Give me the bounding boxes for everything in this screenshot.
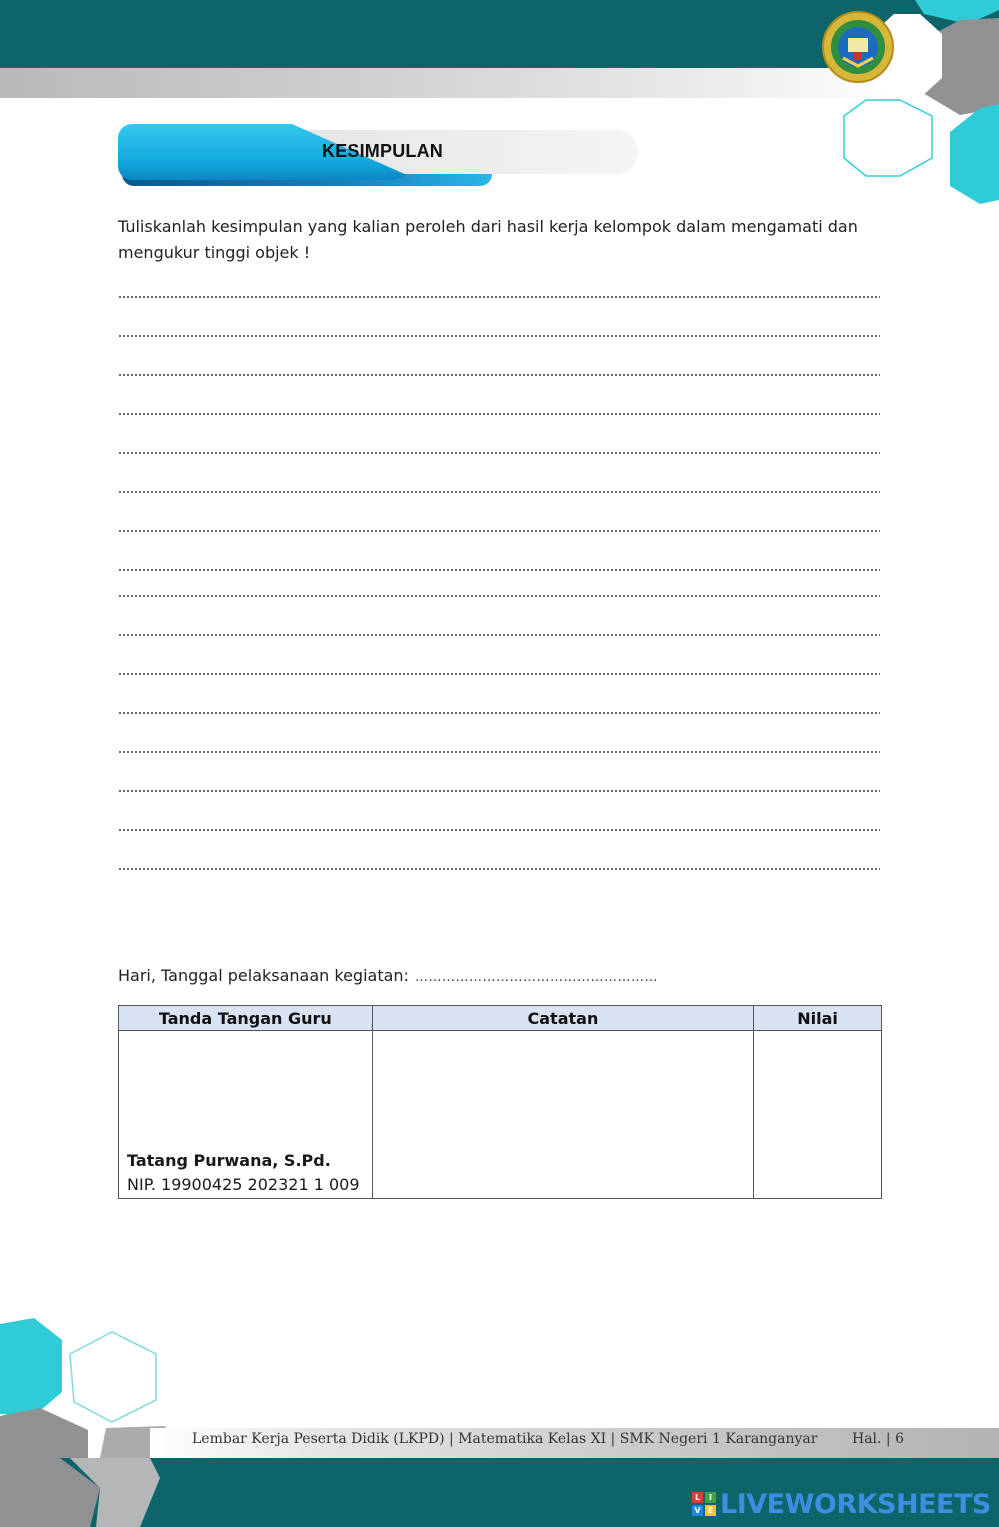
answer-line[interactable] <box>118 296 880 298</box>
answer-line[interactable] <box>118 452 880 454</box>
answer-line[interactable] <box>118 413 880 415</box>
school-emblem-icon <box>821 10 895 84</box>
answer-line[interactable] <box>118 673 880 675</box>
date-field[interactable] <box>118 966 658 985</box>
section-banner <box>118 124 640 188</box>
liveworksheets-badge-icon <box>692 1492 716 1516</box>
answer-line[interactable] <box>118 530 880 532</box>
badge-letter: I <box>705 1492 716 1503</box>
section-title: KESIMPULAN <box>322 141 444 161</box>
answer-line[interactable] <box>118 569 880 571</box>
answer-line[interactable] <box>118 790 880 792</box>
answer-line[interactable] <box>118 595 880 597</box>
answer-line[interactable] <box>118 751 880 753</box>
grade-cell[interactable] <box>754 1031 882 1199</box>
teacher-name: Tatang Purwana, S.Pd. <box>127 1151 331 1170</box>
page-number: Hal. | 6 <box>852 1431 905 1447</box>
assessment-table <box>118 1005 882 1199</box>
badge-letter: E <box>705 1505 716 1516</box>
teacher-nip: NIP. 19900425 202321 1 009 <box>127 1175 360 1194</box>
table-row <box>119 1031 882 1199</box>
header-teacher-signature: Tanda Tangan Guru <box>119 1006 373 1031</box>
answer-line[interactable] <box>118 491 880 493</box>
date-fill-line[interactable]: ……………………………………………… <box>414 970 658 985</box>
answer-line[interactable] <box>118 868 880 870</box>
header-grey-stripe <box>0 68 900 98</box>
badge-letter: V <box>692 1505 703 1516</box>
answer-line[interactable] <box>118 712 880 714</box>
answer-line[interactable] <box>118 374 880 376</box>
header-grade: Nilai <box>754 1006 882 1031</box>
answer-line[interactable] <box>118 829 880 831</box>
liveworksheets-wordmark: LIVEWORKSHEETS <box>720 1488 991 1520</box>
answer-line[interactable] <box>118 335 880 337</box>
date-label: Hari, Tanggal pelaksanaan kegiatan: <box>118 966 409 985</box>
notes-cell[interactable] <box>372 1031 753 1199</box>
header-notes: Catatan <box>372 1006 753 1031</box>
instruction-text: Tuliskanlah kesimpulan yang kalian peroleh dari hasil kerja kelompok dalam mengamati dan mengukur tinggi objek ! <box>118 217 858 262</box>
badge-letter: L <box>692 1492 703 1503</box>
footer-text: Lembar Kerja Peserta Didik (LKPD) | Matematika Kelas XI | SMK Negeri 1 Karanganyar <box>192 1431 818 1447</box>
teacher-signature-cell <box>119 1031 373 1199</box>
liveworksheets-logo[interactable] <box>692 1489 991 1519</box>
answer-line[interactable] <box>118 634 880 636</box>
footer-band-hexagon <box>0 1458 160 1527</box>
